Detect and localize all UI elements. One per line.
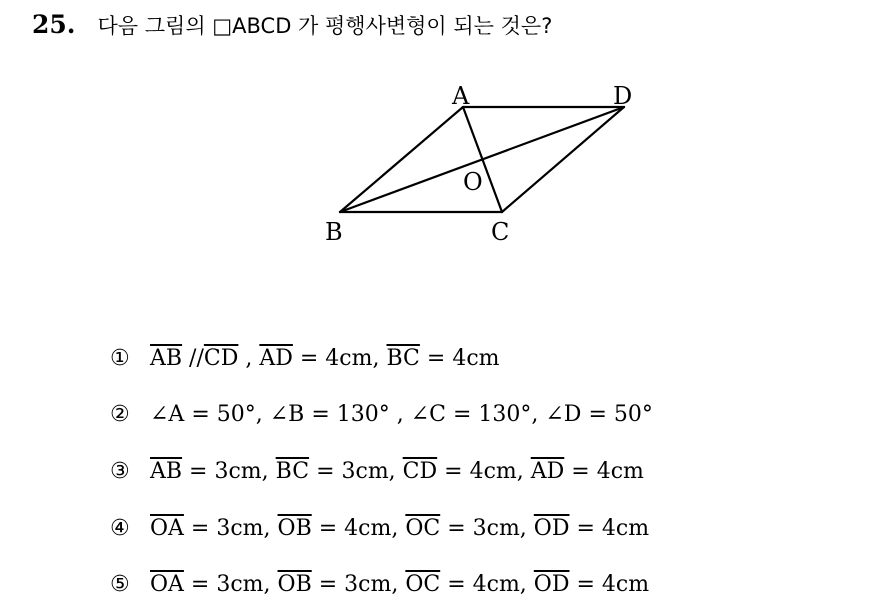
choice-1-text: $\overline{AB}$ $//\overline{CD}$ , $\overline{AD} = 4cm$, $\overline{BC} = 4cm$ <box>150 345 500 371</box>
choice-1-mark: ① <box>110 345 130 371</box>
choice-2-text: ∠A = 50°, ∠B = 130° , ∠C = 130°, ∠D = 50° <box>150 402 653 428</box>
segment-name: $\overline{AB}$ <box>150 345 183 371</box>
question-text: 다음 그림의 □ABCD 가 평행사변형이 되는 것은? <box>97 14 553 38</box>
choice-5-mark: ⑤ <box>110 572 130 598</box>
center-label-o: O <box>463 168 483 196</box>
diagonal-ac <box>463 107 502 212</box>
segment-name: $\overline{OB}$ <box>277 515 312 541</box>
question-header <box>32 10 552 40</box>
segment-name: $\overline{OA}$ <box>150 572 184 598</box>
segment-name: $\overline{CD}$ <box>203 345 239 371</box>
vertex-label-a: A <box>452 82 470 110</box>
side-ab <box>340 107 463 212</box>
choice-1[interactable] <box>110 330 653 387</box>
segment-name: $\overline{OC}$ <box>405 572 441 598</box>
side-cd <box>502 107 624 212</box>
vertex-label-c: C <box>491 218 510 246</box>
segment-name: $\overline{BC}$ <box>386 345 420 371</box>
choice-5[interactable] <box>110 556 653 613</box>
segment-name: $\overline{BC}$ <box>275 458 310 484</box>
answer-choices <box>110 330 653 613</box>
diagonal-bd <box>340 107 624 212</box>
segment-name: $\overline{OD}$ <box>533 515 570 541</box>
choice-4[interactable] <box>110 500 653 557</box>
segment-name: $\overline{AD}$ <box>530 458 565 484</box>
segment-name: $\overline{AD}$ <box>259 345 293 371</box>
choice-2-mark: ② <box>110 402 130 428</box>
choice-4-mark: ④ <box>110 515 130 541</box>
question-number: 25. <box>32 10 76 39</box>
segment-name: $\overline{OC}$ <box>405 515 441 541</box>
segment-name: $\overline{OB}$ <box>277 572 312 598</box>
segment-name: $\overline{CD}$ <box>402 458 438 484</box>
choice-4-text: $\overline{OA} = 3cm$, $\overline{OB} = 4cm$, $\overline{OC} = 3cm$, $\overline{OD} = 4cm$ <box>150 515 650 541</box>
choice-3-text: $\overline{AB} = 3cm$, $\overline{BC} = 3cm$, $\overline{CD} = 4cm$, $\overline{AD} = 4cm$ <box>150 458 644 484</box>
segment-name: $\overline{OD}$ <box>533 572 570 598</box>
vertex-label-b: B <box>325 218 343 246</box>
choice-2[interactable] <box>110 387 653 444</box>
choice-5-text: $\overline{OA} = 3cm$, $\overline{OB} = 3cm$, $\overline{OC} = 4cm$, $\overline{OD} = 4cm$ <box>150 572 650 598</box>
choice-3[interactable] <box>110 443 653 500</box>
vertex-label-d: D <box>613 82 633 110</box>
choice-3-mark: ③ <box>110 458 130 484</box>
segment-name: $\overline{OA}$ <box>150 515 184 541</box>
segment-name: $\overline{AB}$ <box>150 458 183 484</box>
